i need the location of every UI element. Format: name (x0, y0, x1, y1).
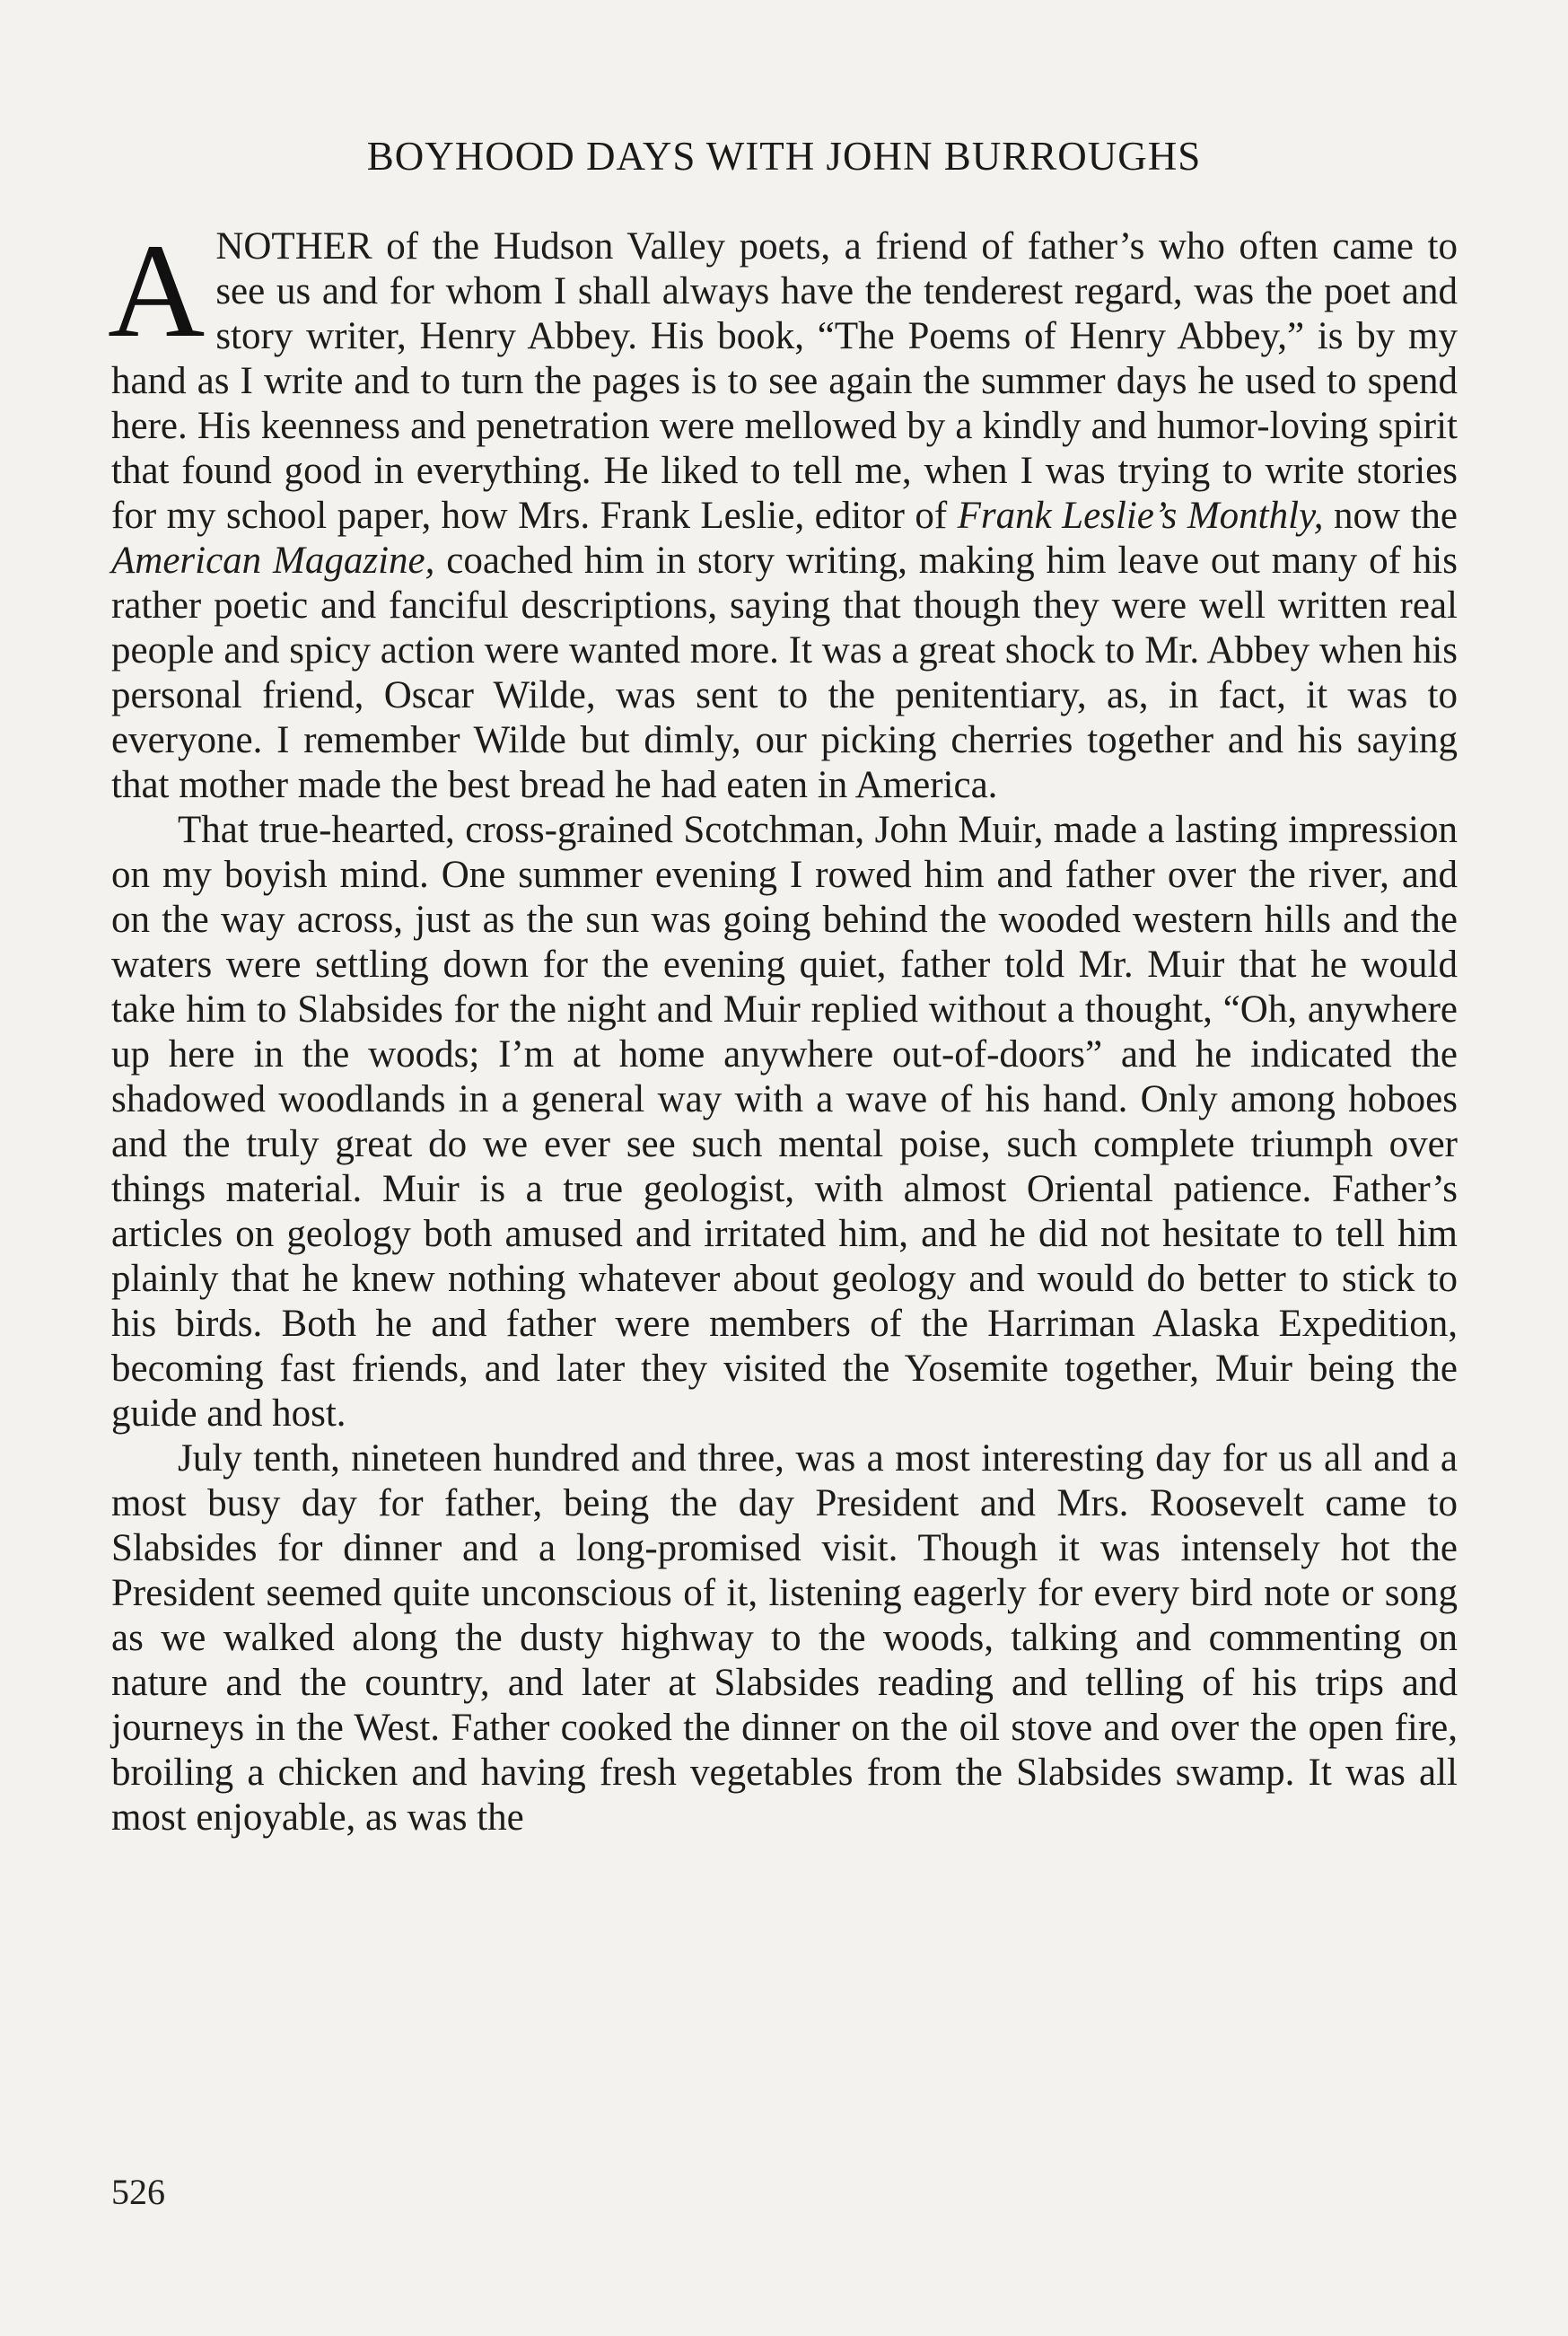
body-text (108, 216, 1459, 1840)
paragraph-1-text-b: now the (1323, 495, 1459, 537)
drop-cap: A (108, 216, 206, 365)
paragraph-1-text-a: NOTHER of the Hudson Valley poets, a friend of father’s who often came to see us and for whom I shall always have the tenderest regard, was the poet and story writer, Henry Abbey. His book, “The Poems of Henry Abbey,” is by my hand as I write and to turn the pages is to see again the summer days he used to spend here. His keenness and penetration were mellowed by a kindly and humor-loving spirit that found good in everything. He liked to tell me, when I was trying to write stories for my school paper, how Mrs. Frank Leslie, editor of (111, 225, 1458, 537)
paragraph-1 (108, 216, 1459, 808)
paragraph-3: July tenth, nineteen hundred and three, was a most interesting day for us all and a most busy day for father, being the day President and Mrs. Roosevelt came to Slabsides for dinner and a long-promised visit. Though it was intensely hot the President seemed quite unconscious of it, listening eagerly for every bird note or song as we walked along the dusty highway to the woods, talking and commenting on nature and the country, and later at Slabsides reading and telling of his trips and journeys in the West. Father cooked the dinner on the oil stove and over the open fire, broiling a chicken and having fresh vegetables from the Slabsides swamp. It was all most enjoyable, as was the (111, 1437, 1458, 1839)
paragraph-2: That true-hearted, cross-grained Scotchman, John Muir, made a lasting impression on my boyish mind. One summer evening I rowed him and father over the river, and on the way across, just as the sun was going behind the wooded western hills and the waters were settling down for the evening quiet, father told Mr. Muir that he would take him to Slabsides for the night and Muir replied without a thought, “Oh, anywhere up here in the woods; I’m at home anywhere out-of-doors” and he indicated the shadowed woodlands in a general way with a wave of his hand. Only among hoboes and the truly great do we ever see such mental poise, such complete triumph over things material. Muir is a true geologist, with almost Oriental patience. Father’s articles on geology both amused and irritated him, and he did not hesitate to tell him plainly that he knew nothing whatever about geology and would do better to stick to his birds. Both he and father were members of the Harriman Alaska Expedition, becoming fast friends, and later they visited the Yosemite together, Muir being the guide and host. (111, 809, 1458, 1435)
running-head: BOYHOOD DAYS WITH JOHN BURROUGHS (366, 134, 1202, 179)
paragraph-1-italic-title-1: Frank Leslie’s Monthly, (957, 495, 1324, 537)
page-number: 526 (111, 2172, 165, 2212)
paragraph-1-text-c: coached him in story writing, making him leave out many of his rather poetic and fanciful descriptions, saying that though they were well written real people and spicy action were wanted more. It was a great shock to Mr. Abbey when his personal friend, Oscar Wilde, was sent to the penitentiary, as, in fact, it was to everyone. I remember Wilde but dimly, our picking cherries together and his saying that mother made the best bread he had eaten in America. (111, 540, 1458, 806)
paragraph-1-italic-title-2: American Magazine, (111, 540, 435, 582)
